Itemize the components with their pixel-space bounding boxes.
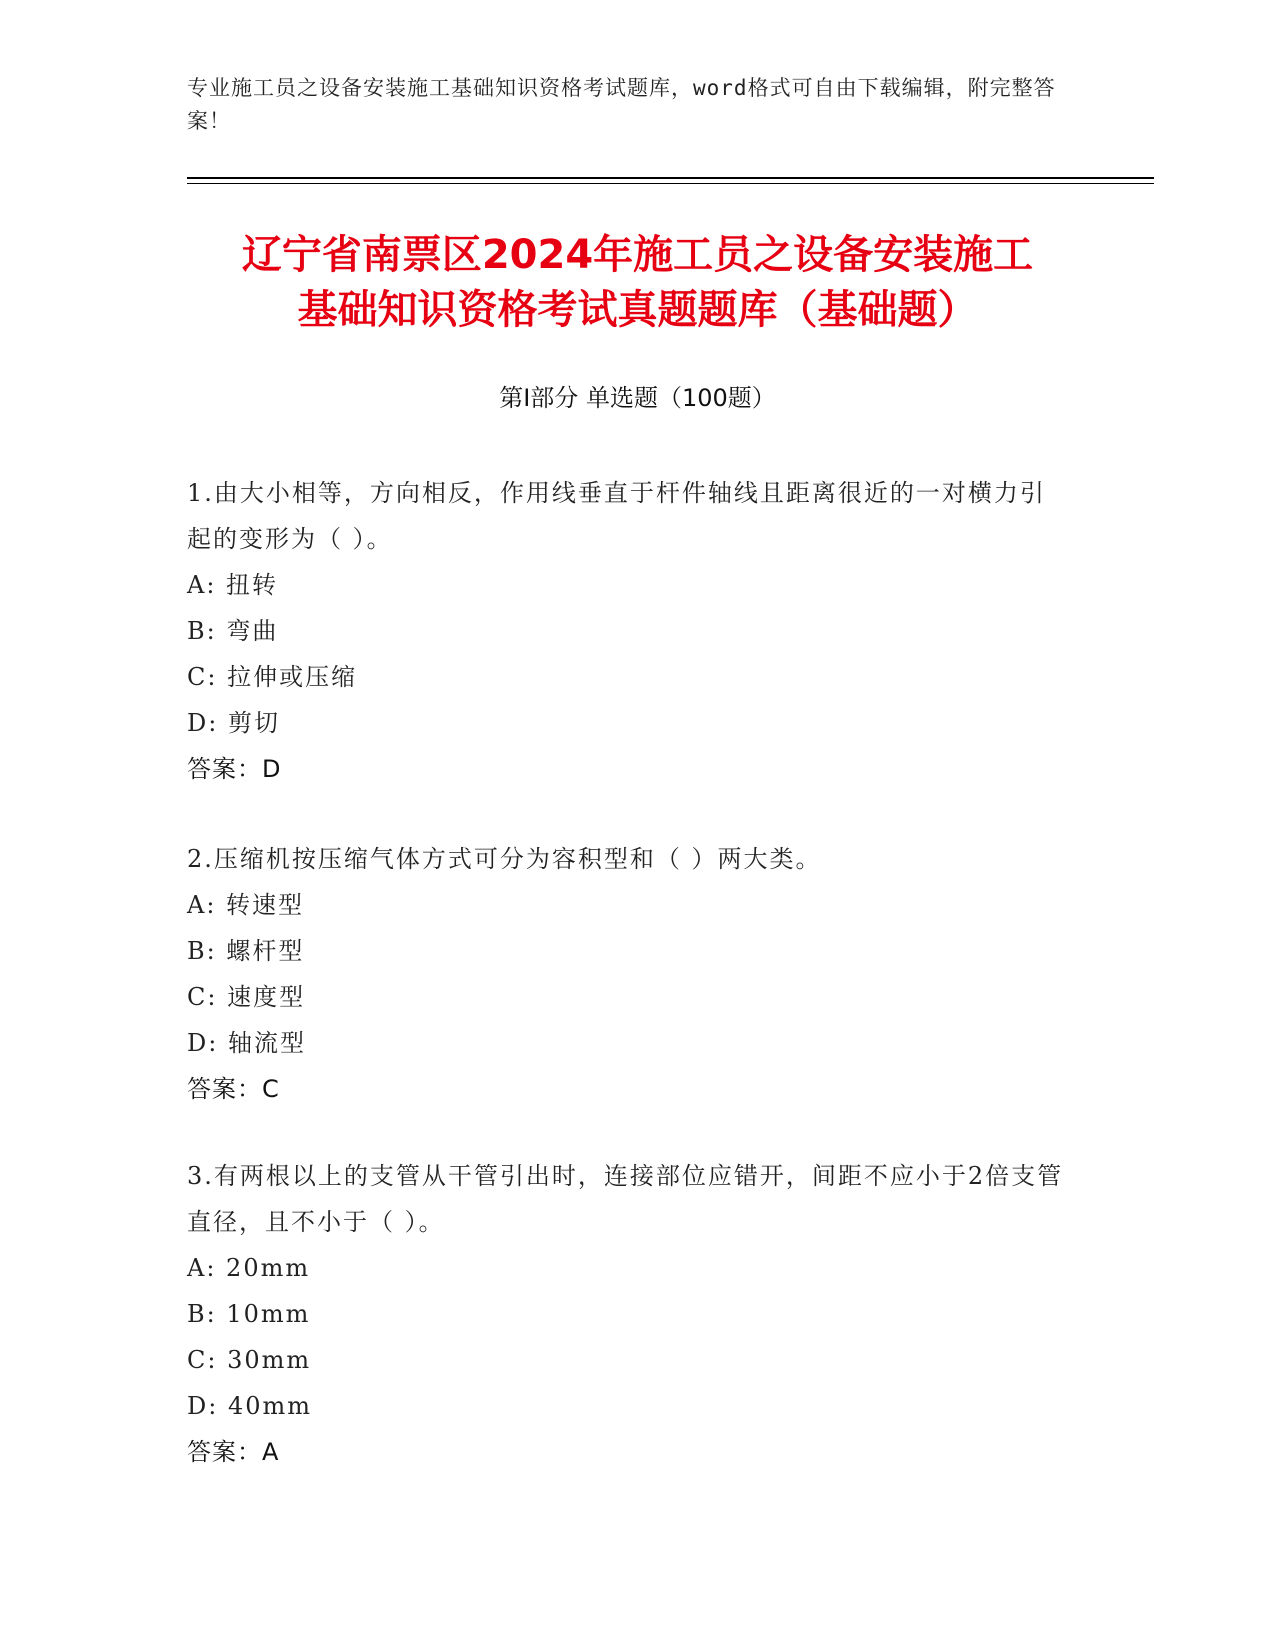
- option-d: D: 40mm: [187, 1392, 313, 1420]
- option-d: D: 轴流型: [187, 1029, 306, 1057]
- answer: 答案：C: [187, 1075, 280, 1103]
- option-c: C: 速度型: [187, 983, 306, 1011]
- question-stem: 1.由大小相等，方向相反，作用线垂直于杆件轴线且距离很近的一对横力引起的变形为（ ）。: [187, 479, 1046, 553]
- header-divider-thick: [187, 177, 1154, 179]
- option-d: D: 剪切: [187, 709, 280, 737]
- question-3: [187, 1153, 1067, 1475]
- question-stem: 2.压缩机按压缩气体方式可分为容积型和（ ）两大类。: [187, 845, 822, 873]
- document-title: [150, 228, 1125, 338]
- answer: 答案：D: [187, 755, 282, 783]
- option-a: A: 转速型: [187, 891, 305, 919]
- option-a: A: 扭转: [187, 571, 279, 599]
- title-line-1: 辽宁省南票区2024年施工员之设备安装施工: [241, 232, 1034, 278]
- title-line-2: 基础知识资格考试真题题库（基础题）: [297, 287, 978, 333]
- question-stem: 3.有两根以上的支管从干管引出时，连接部位应错开，间距不应小于2倍支管直径，且不小于（ ）。: [187, 1162, 1064, 1236]
- option-b: B: 弯曲: [187, 617, 279, 645]
- header-note: 专业施工员之设备安装施工基础知识资格考试题库，word格式可自由下载编辑，附完整答案！: [187, 76, 1056, 133]
- option-b: B: 10mm: [187, 1300, 311, 1328]
- option-a: A: 20mm: [187, 1254, 311, 1282]
- option-c: C: 拉伸或压缩: [187, 663, 358, 691]
- question-2: [187, 836, 1067, 1112]
- option-b: B: 螺杆型: [187, 937, 305, 965]
- header-divider-thin: [187, 183, 1154, 184]
- section-heading: 第I部分 单选题（100题）: [499, 384, 776, 412]
- answer: 答案：A: [187, 1438, 280, 1466]
- question-1: [187, 470, 1067, 792]
- option-c: C: 30mm: [187, 1346, 312, 1374]
